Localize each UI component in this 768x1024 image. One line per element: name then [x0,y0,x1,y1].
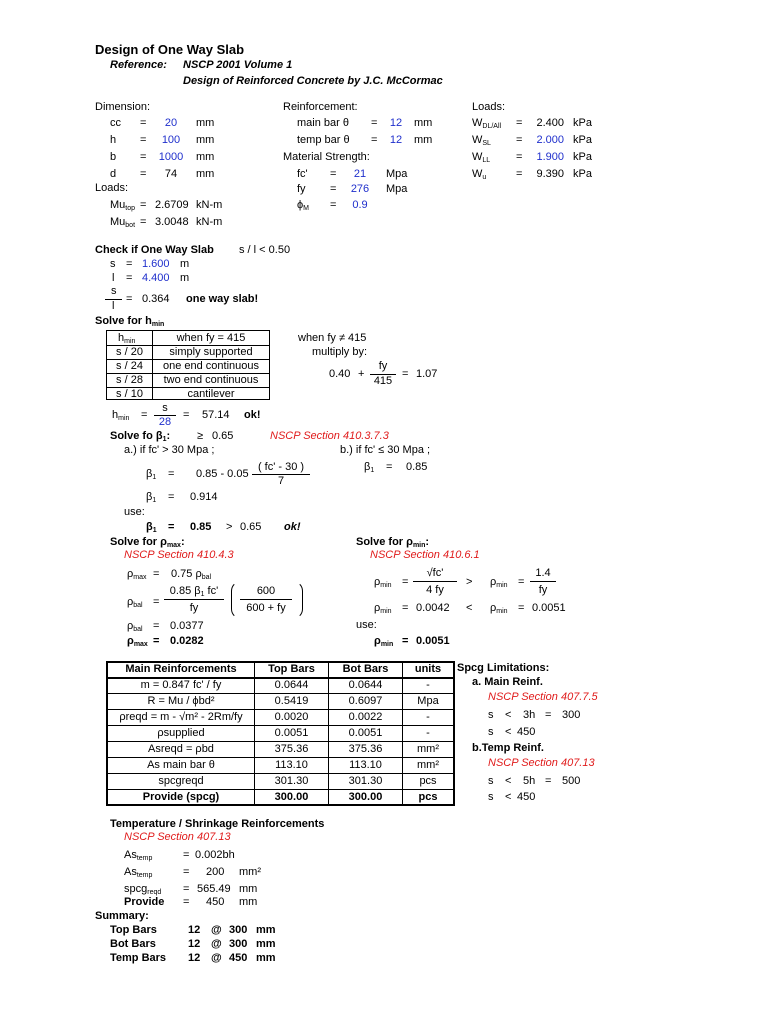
temp-spcg-unit: mm [239,883,258,895]
summary-title: Summary: [95,910,149,922]
table-cell-bot: 0.6097 [348,695,383,707]
table-cell-top: 301.30 [274,775,309,787]
main-bar-value: 12 [389,117,403,129]
spacing-a-title: a. Main Reinf. [472,676,543,688]
fraction-line [530,581,556,582]
temp-provide-value: 450 [206,896,225,908]
table-cell-bot: 113.10 [349,759,382,771]
reference-1: NSCP 2001 Volume 1 [183,59,293,71]
temp-title: Temperature / Shrinkage Reinforcements [110,818,325,830]
table-cell-top: 300.00 [274,791,309,803]
rho-min-sqrt: √fc' [426,567,444,579]
l-value: 4.400 [142,272,170,284]
phi-label: $\phi_M$ [297,199,310,212]
table-cell-unit: - [426,679,430,691]
temp-section: NSCP Section 407.13 [124,831,231,843]
rho-max-section: NSCP Section 410.4.3 [124,549,234,561]
fc-value: 21 [353,168,367,180]
summary-label: Top Bars [110,924,157,936]
fraction-line [240,599,292,600]
load-eq: = [516,117,523,129]
temp-provide-label: Provide [124,896,165,908]
hmin-div: 28 [158,416,172,428]
summary-unit: mm [256,924,276,936]
table-cell-top: 113.10 [275,759,308,771]
beta-a-label: $\beta_1$ [146,468,157,481]
load-value: 1.900 [536,151,564,163]
load-unit: kPa [573,117,592,129]
l-eq: = [126,272,133,284]
load-eq: = [516,151,523,163]
load-name: $W_{LL}$ [472,151,491,164]
reference-2: Design of Reinforced Concrete by J.C. McCormac [183,75,443,87]
beta-use-name: $\beta_1$ [146,521,157,534]
beta-a-value: 0.914 [190,491,218,503]
rho-min-val2: 0.0051 [532,602,566,614]
multiply-label: multiply by: [312,346,368,358]
rho-min-eq: = [402,576,409,588]
temp-bar-eq: = [371,134,378,146]
dim-name: d [110,168,117,180]
beta-use-eq: = [168,521,175,533]
mu-bot-name: $Mu_{bot}$ [110,216,136,229]
summary-label: Bot Bars [110,938,156,950]
table-cell-top: 0.0644 [274,679,309,691]
table-cell-bot: 0.0051 [348,727,383,739]
rho-bal-num2: 600 [256,585,276,597]
table-divider [108,693,453,694]
load-eq: = [516,134,523,146]
fy-eq: = [330,183,337,195]
load-name: $W_{SL}$ [472,134,491,147]
table-divider [108,709,453,710]
summary-at: @ [211,924,222,936]
loads-label: Loads: [472,101,506,113]
hmin-result: 57.14 [202,409,230,421]
factor-eq: = [402,368,409,380]
s-unit: m [180,258,190,270]
hmin-num: s [162,402,168,414]
beta-b-eq: = [386,461,393,473]
l-unit: m [180,272,190,284]
rho-min-lt: < [466,602,473,614]
dim-value: 20 [164,117,178,129]
dim-eq: = [140,134,147,146]
table-header: units [414,663,442,675]
beta-ge: ≥ [197,430,204,442]
temp-spcg-value: 565.49 [197,883,231,895]
rho-min-label: $\rho_{min}$ [374,576,392,589]
table-cell-bot: 0.0644 [348,679,383,691]
temp-provide-unit: mm [239,896,258,908]
table-cell-bot: 301.30 [348,775,383,787]
rho-bal-eq2: = [153,620,160,632]
hmin-cell: two end continuous [163,374,259,386]
spacing-b1-eq: = [545,775,552,787]
factor-result: 1.07 [416,368,438,380]
beta-b-value: 0.85 [406,461,428,473]
beta-ok: ok! [284,521,301,533]
hmin-col-header: $h_{min}$ [118,332,136,345]
table-cell-unit: mm² [417,743,439,755]
beta-title: Solve fo $\beta_1$: [110,430,171,443]
one-way-condition: s / l < 0.50 [239,244,291,256]
temp-bar-label: temp bar θ [297,134,350,146]
load-unit: kPa [573,168,592,180]
table-cell-unit: pcs [418,791,438,803]
beta-section: NSCP Section 410.3.7.3 [270,430,389,442]
main-bar-unit: mm [414,117,433,129]
spacing-b1-lt: < [505,775,512,787]
rho-bal-den2: 600 + fy [246,602,286,614]
hmin-title: Solve for $h_{min}$ [95,315,165,328]
fy-unit: Mpa [386,183,408,195]
temp-spcg-eq: = [183,883,190,895]
temp-as2-value: 200 [206,866,225,878]
beta-b-label: $\beta_1$ [364,461,375,474]
main-bar-eq: = [371,117,378,129]
table-cell-unit: - [426,711,430,723]
rho-min-val1: 0.0042 [416,602,450,614]
table-cell-unit: mm² [417,759,439,771]
spacing-a-section: NSCP Section 407.7.5 [488,691,598,703]
fc-label: fc' [297,168,308,180]
summary-bar: 12 [188,952,201,964]
table-cell-top: 0.0020 [274,711,309,723]
spacing-b1-v: 5h [523,775,536,787]
summary-spacing: 300 [229,924,248,936]
table-cell-bot: 0.0022 [348,711,383,723]
rho-min-label2: $\rho_{min}$ [374,602,392,615]
ratio-eq: = [126,293,133,305]
loads2-label: Loads: [95,182,129,194]
load-value: 9.390 [536,168,564,180]
rho-bal-label2: $\rho_{bal}$ [127,620,143,633]
hmin-cell: one end continuous [162,360,260,372]
temp-as2-eq: = [183,866,190,878]
dim-value: 1000 [158,151,184,163]
beta-a-eq: = [168,468,175,480]
rho-min-label3: $\rho_{min}$ [490,602,508,615]
beta-use-value: 0.85 [190,521,212,533]
load-unit: kPa [573,134,592,146]
dim-unit: mm [196,134,215,146]
hmin-ok: ok! [244,409,261,421]
mu-bot-unit: kN-m [196,216,223,228]
spacing-a1-eq: = [545,709,552,721]
table-row-label: spcgreqd [158,775,204,787]
hmin-label: $h_{min}$ [112,409,130,422]
spacing-b1-r: 500 [562,775,581,787]
factor-plus: + [358,368,365,380]
one-way-title: Check if One Way Slab [95,244,214,256]
dim-unit: mm [196,168,215,180]
rho-bal-num: 0.85 $\beta_1$ fc' [169,585,219,598]
table-row-label: ρreqd = m - √m² - 2Rm/fy [119,711,243,723]
temp-as1-eq: = [183,849,190,861]
temp-spcg-label: spcg$_{reqd}$ [124,883,162,896]
dim-value: 74 [164,168,178,180]
rho-max-label2: $\rho_{max}$ [127,635,148,648]
table-row-label: As main bar θ [147,759,215,771]
spacing-a2-lt: < [505,726,512,738]
rho-bal-value: 0.0377 [170,620,204,632]
table-divider [108,789,453,790]
spacing-b2-lt: < [505,791,512,803]
fc-unit: Mpa [386,168,408,180]
rho-max-eq2: = [153,635,160,647]
rho-min-use-eq: = [402,635,409,647]
hmin-eq: = [141,409,148,421]
load-value: 2.400 [536,117,564,129]
phi-eq: = [330,199,337,211]
beta-a-den: 7 [277,475,285,487]
rho-min-use: use: [356,619,377,631]
temp-as2-unit: mm² [239,866,261,878]
table-cell-top: 0.5419 [274,695,309,707]
dim-eq: = [140,117,147,129]
rho-min-eq3: = [518,602,525,614]
spacing-b-title: b.Temp Reinf. [472,742,544,754]
fy-label: fy [297,183,306,195]
spacing-a1-v: 3h [523,709,536,721]
factor-a: 0.40 [329,368,351,380]
hmin-cell: s / 28 [116,374,143,386]
summary-bar: 12 [188,938,201,950]
table-row-label: Provide (spcg) [142,791,220,803]
s-label: s [110,258,116,270]
table-cell-top: 375.36 [274,743,309,755]
beta-a-eq2: = [168,491,175,503]
table-cell-unit: Mpa [417,695,439,707]
mu-top-value: 2.6709 [155,199,189,211]
dim-unit: mm [196,151,215,163]
load-name: $W_u$ [472,168,487,181]
material-label: Material Strength: [283,151,370,163]
table-cell-top: 0.0051 [274,727,309,739]
table-row-label: R = Mu / ϕbd² [147,695,215,707]
spacing-b2-v: 450 [517,791,536,803]
temp-bar-unit: mm [414,134,433,146]
hmin-cell: simply supported [169,346,253,358]
spacing-b2-s: s [488,791,494,803]
temp-as2-label: $As_{temp}$ [124,866,153,879]
s-eq: = [126,258,133,270]
table-cell-unit: pcs [419,775,437,787]
temp-bar-value: 12 [389,134,403,146]
l-label: l [112,272,115,284]
ratio-num: s [111,285,117,297]
summary-at: @ [211,938,222,950]
summary-unit: mm [256,938,276,950]
load-value: 2.000 [536,134,564,146]
spacing-b-section: NSCP Section 407.13 [488,757,595,769]
rho-max-value: 0.0282 [170,635,204,647]
mu-top-unit: kN-m [196,199,223,211]
table-divider [108,773,453,774]
rho-min-den2: fy [538,584,548,596]
beta-case-b: b.) if fc' ≤ 30 Mpa ; [340,444,431,456]
beta-case-a: a.) if fc' > 30 Mpa ; [124,444,215,456]
hmin-table [106,330,270,400]
spacing-a1-lt: < [505,709,512,721]
table-row-label: ρsupplied [157,727,205,739]
phi-value: 0.9 [352,199,368,211]
hmin-cell: cantilever [187,388,235,400]
rho-min-use-value: 0.0051 [416,635,450,647]
dim-value: 100 [161,134,181,146]
page-title: Design of One Way Slab [95,42,245,57]
mu-top-eq: = [140,199,147,211]
fraction-line [413,581,457,582]
rho-min-use-label: $\rho_{min}$ [374,635,394,648]
s-value: 1.600 [142,258,170,270]
rho-min-den: 4 fy [426,584,444,596]
rho-bal-den: fy [189,602,199,614]
mu-bot-eq: = [140,216,147,228]
table-divider [108,757,453,758]
table-header: Bot Bars [342,663,389,675]
table-row-label: Asreqd = ρbd [148,743,214,755]
dim-name: b [110,151,117,163]
hmin-eq2: = [183,409,190,421]
hmin-cell: s / 10 [116,388,143,400]
beta-a-label2: $\beta_1$ [146,491,157,504]
summary-label: Temp Bars [110,952,167,964]
beta-use-label: use: [124,506,145,518]
rho-max-label: $\rho_{max}$ [127,568,147,581]
dim-eq: = [140,168,147,180]
hmin-cell: s / 20 [116,346,143,358]
load-unit: kPa [573,151,592,163]
rho-max-eq: = [153,568,160,580]
temp-as1-label: $As_{temp}$ [124,849,153,862]
reference-label: Reference: [110,59,167,71]
beta-a-formula: 0.85 - 0.05 [196,468,249,480]
hmin-cell: s / 24 [116,360,143,372]
spacing-title: Spcg Limitations: [457,662,550,674]
table-row-label: m = 0.847 fc' / fy [140,679,222,691]
dim-unit: mm [196,117,215,129]
rho-bal-eq: = [153,596,160,608]
summary-bar: 12 [188,924,201,936]
reinforcement-label: Reinforcement: [283,101,358,113]
fraction-line [164,599,224,600]
mu-top-name: $Mu_{top}$ [110,199,136,212]
temp-as1-value: 0.002bh [195,849,235,861]
summary-unit: mm [256,952,276,964]
load-eq: = [516,168,523,180]
spacing-a2-s: s [488,726,494,738]
main-bar-label: main bar θ [297,117,349,129]
summary-spacing: 450 [229,952,248,964]
rho-min-section: NSCP Section 410.6.1 [370,549,480,561]
table-cell-unit: - [426,727,430,739]
mu-bot-value: 3.0048 [155,216,189,228]
load-name: $W_{DL/All}$ [472,117,502,130]
rho-min-eq-r: = [518,576,525,588]
summary-spacing: 300 [229,938,248,950]
summary-at: @ [211,952,222,964]
spacing-b1-s: s [488,775,494,787]
rho-min-eq2: = [402,602,409,614]
table-cell-bot: 300.00 [348,791,383,803]
dim-eq: = [140,151,147,163]
table-header: Top Bars [268,663,315,675]
spacing-a1-s: s [488,709,494,721]
beta-use-gt-value: 0.65 [240,521,262,533]
spacing-a1-r: 300 [562,709,581,721]
when-fy-label: when fy ≠ 415 [298,332,367,344]
ratio-den: l [112,300,115,312]
rho-min-num2: 1.4 [535,567,551,579]
dim-name: cc [110,117,121,129]
factor-den: 415 [373,375,393,387]
rho-min-title: Solve for $\rho_{min}$: [356,536,430,549]
one-way-result: one way slab! [186,293,259,305]
spacing-a2-v: 450 [517,726,536,738]
rho-min-gt: > [466,576,473,588]
beta-ge-value: 0.65 [212,430,234,442]
dimension-label: Dimension: [95,101,151,113]
table-cell-bot: 375.36 [348,743,383,755]
temp-provide-eq: = [183,896,190,908]
rho-bal-label: $\rho_{bal}$ [127,596,143,609]
table-divider [108,741,453,742]
dim-name: h [110,134,117,146]
table-header: Main Reinforcements [125,663,237,675]
rho-min-label-r: $\rho_{min}$ [490,576,508,589]
main-reinforcement-table [106,661,455,806]
fc-eq: = [330,168,337,180]
table-divider [108,725,453,726]
fy-value: 276 [350,183,370,195]
hmin-col-header: when fy = 415 [176,332,246,344]
rho-max-formula: 0.75 $\rho_{bal}$ [171,568,212,581]
factor-num: fy [378,360,388,372]
beta-use-gt: > [226,521,233,533]
ratio-value: 0.364 [142,293,170,305]
rho-max-title: Solve for $\rho_{max}$: [110,536,185,549]
beta-a-num: ( fc' - 30 ) [257,461,305,473]
